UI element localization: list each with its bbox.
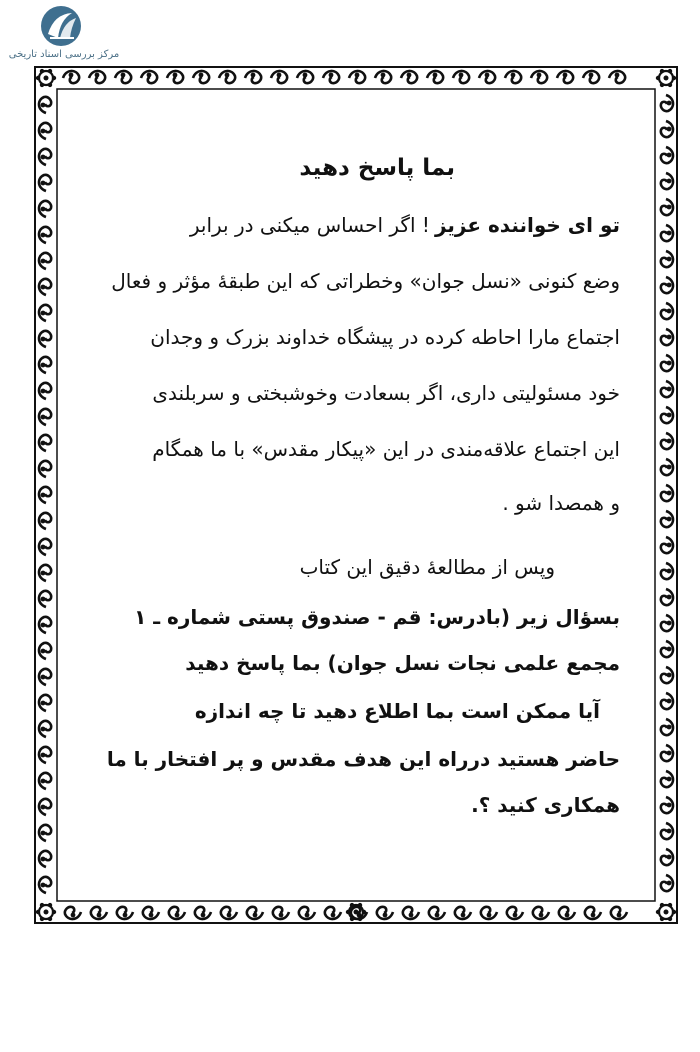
document-line-11: حاضر هستید درراه این هدف مقدس و پر افتخار با ما <box>106 747 620 771</box>
document-line-1: ! اگر احساس میکنی در برابر <box>189 213 430 237</box>
document-line-9: مجمع علمی نجات نسل جوان) بما پاسخ دهید <box>185 651 620 675</box>
document-line-7: وپس از مطالعهٔ دقیق این کتاب <box>299 555 555 579</box>
document-line-3: اجتماع مارا احاطه کرده در پیشگاه خداوند بزرک و وجدان <box>150 325 620 349</box>
document-line-4: خود مسئولیتی داری، اگر بسعادت وخوشبختی و سربلندی <box>152 381 620 405</box>
first-line <box>190 213 620 237</box>
page-title: بما پاسخ دهید <box>299 155 455 181</box>
document-line-12: همکاری کنید ؟. <box>471 793 620 817</box>
document-line-6: و همصدا شو . <box>502 491 620 515</box>
archive-logo <box>8 4 120 66</box>
address-prefix: تو ای خواننده عزیز <box>434 213 620 237</box>
document-line-8: بسؤال زیر (بادرس: قم - صندوق پستی شماره ـ ۱ <box>134 605 620 629</box>
document-line-5: این اجتماع علاقه‌مندی در این «پیکار مقدس» با ما همگام <box>152 437 620 461</box>
document-line-2: وضع کنونی «نسل جوان» وخطراتی که این طبقهٔ مؤثر و فعال <box>111 269 620 293</box>
archive-logo-caption: مرکز بررسی اسناد تاریخی <box>8 49 120 60</box>
document-line-10: آیا ممکن است بما اطلاع دهید تا چه اندازه <box>194 699 600 723</box>
archive-logo-icon <box>38 4 84 48</box>
